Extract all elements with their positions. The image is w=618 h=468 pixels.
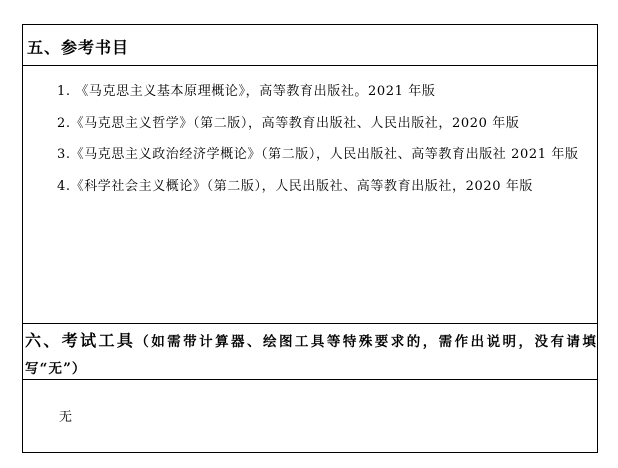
section-5-heading: 五、参考书目 xyxy=(27,38,130,57)
exam-tools-row xyxy=(23,380,597,452)
reference-item-4: 4.《科学社会主义概论》（第二版），人民出版社、高等教育出版社，2020 年版 xyxy=(57,178,534,194)
section-6-heading-row xyxy=(23,324,597,380)
exam-tools-value: 无 xyxy=(59,410,73,425)
reference-item-3: 3.《马克思主义政治经济学概论》（第二版），人民出版社、高等教育出版社 2021 年版 xyxy=(57,147,579,162)
exam-syllabus-table xyxy=(22,24,598,453)
section-6-note: （如需带计算器、绘图工具等特殊要求的，需作出说明，没有请填写“无”） xyxy=(25,334,597,377)
section-6-heading: 六、考试工具 xyxy=(25,331,136,350)
section-6-heading-block xyxy=(25,328,597,382)
references-row xyxy=(23,66,597,324)
references-list xyxy=(25,76,596,202)
reference-item-2: 2.《马克思主义哲学》（第二版），高等教育出版社、人民出版社，2020 年版 xyxy=(57,115,520,131)
section-5-heading-row xyxy=(23,25,597,66)
reference-item-1: 1. 《马克思主义基本原理概论》，高等教育出版社。2021 年版 xyxy=(57,84,436,99)
